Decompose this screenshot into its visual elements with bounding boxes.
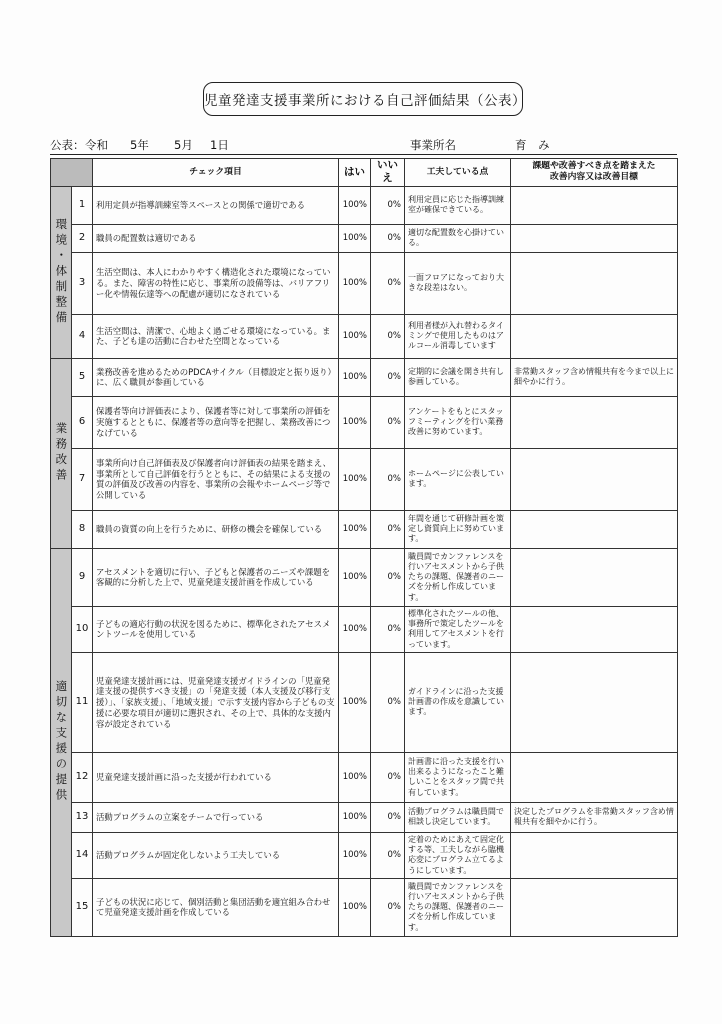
row-check-item: 職員の配置数は適切である (93, 224, 339, 252)
row-check-item: 子どもの適応行動の状況を図るために、標準化されたアセスメントツールを使用している (93, 606, 339, 652)
row-no-percent: 0% (371, 448, 405, 510)
row-yes-percent: 100% (339, 878, 371, 936)
table-row (51, 510, 678, 548)
row-improvement: 決定したプログラムを非常勤スタッフ含め情報共有を細やかに行う。 (511, 802, 678, 832)
row-number: 9 (72, 548, 93, 606)
row-effort: 職員間でカンファレンスを行いアセスメントから子供たちの課題、保護者のニーズを分析し作成しています。 (405, 878, 511, 936)
table-row (51, 652, 678, 752)
table-row (51, 314, 678, 358)
row-no-percent: 0% (371, 752, 405, 802)
row-effort: 適切な配置数を心掛けている。 (405, 224, 511, 252)
row-check-item: 事業所向け自己評価表及び保護者向け評価表の結果を踏まえ、事業所として自己評価を行うとともに、その結果による支援の質の評価及び改善の内容を、事業所の会報やホームページ等で公開している (93, 448, 339, 510)
row-check-item: 生活空間は、本人にわかりやすく構造化された環境になっている。また、障害の特性に応じ、事業所の設備等は、バリアフリー化や情報伝達等への配慮が適切になされている (93, 252, 339, 314)
table-row (51, 448, 678, 510)
document-title: 児童発達支援事業所における自己評価結果（公表） (203, 82, 523, 116)
row-effort: ホームページに公表しています。 (405, 448, 511, 510)
row-effort: 計画書に沿った支援を行い出来るようになったこと難しいことをスタッフ間で共有しています。 (405, 752, 511, 802)
row-effort: 定着のためにあえて固定化する等、工夫しながら臨機応変にプログラム立てるようにしています。 (405, 832, 511, 878)
row-number: 2 (72, 224, 93, 252)
row-number: 10 (72, 606, 93, 652)
row-yes-percent: 100% (339, 832, 371, 878)
header-check-item: チェック項目 (93, 159, 339, 187)
table-row (51, 358, 678, 396)
evaluation-table (50, 158, 678, 937)
category-environment: 環境・体制整備 (51, 186, 72, 358)
row-no-percent: 0% (371, 314, 405, 358)
header-no: いいえ (371, 159, 405, 187)
row-yes-percent: 100% (339, 314, 371, 358)
row-improvement (511, 652, 678, 752)
row-improvement (511, 314, 678, 358)
header-issues (511, 159, 678, 187)
row-check-item: 活動プログラムの立案をチームで行っている (93, 802, 339, 832)
row-improvement (511, 186, 678, 224)
table-row (51, 878, 678, 936)
row-effort: 年間を通じて研修計画を策定し資質向上に努めています。 (405, 510, 511, 548)
row-number: 8 (72, 510, 93, 548)
row-effort: 活動プログラムは職員間で相談し決定しています。 (405, 802, 511, 832)
row-no-percent: 0% (371, 510, 405, 548)
row-improvement (511, 606, 678, 652)
row-improvement (511, 396, 678, 448)
row-yes-percent: 100% (339, 652, 371, 752)
row-effort: 利用者様が入れ替わるタイミングで使用したものはアルコール消毒しています (405, 314, 511, 358)
table-row (51, 224, 678, 252)
row-improvement (511, 832, 678, 878)
row-number: 14 (72, 832, 93, 878)
row-no-percent: 0% (371, 878, 405, 936)
row-improvement (511, 224, 678, 252)
row-number: 6 (72, 396, 93, 448)
row-check-item: 利用定員が指導訓練室等スペースとの関係で適切である (93, 186, 339, 224)
row-number: 5 (72, 358, 93, 396)
row-check-item: 子どもの状況に応じて、個別活動と集団活動を適宜組み合わせて児童発達支援計画を作成している (93, 878, 339, 936)
row-no-percent: 0% (371, 606, 405, 652)
row-yes-percent: 100% (339, 186, 371, 224)
row-number: 15 (72, 878, 93, 936)
row-yes-percent: 100% (339, 396, 371, 448)
table-row (51, 832, 678, 878)
header-issues-line2: 改善内容又は改善目標 (550, 172, 638, 183)
row-improvement (511, 252, 678, 314)
row-effort: 利用定員に応じた指導訓練室が確保できている。 (405, 186, 511, 224)
row-effort: 定期的に会議を開き共有し参画している。 (405, 358, 511, 396)
table-row (51, 802, 678, 832)
row-yes-percent: 100% (339, 448, 371, 510)
row-number: 11 (72, 652, 93, 752)
row-effort: 標準化されたツールの他、事務所で策定したツールを利用してアセスメントを行っています。 (405, 606, 511, 652)
table-row (51, 752, 678, 802)
row-check-item: 児童発達支援計画に沿った支援が行われている (93, 752, 339, 802)
row-no-percent: 0% (371, 186, 405, 224)
row-yes-percent: 100% (339, 606, 371, 652)
row-number: 13 (72, 802, 93, 832)
row-yes-percent: 100% (339, 252, 371, 314)
publication-label: 公表： (50, 138, 85, 152)
header-yes: はい (339, 159, 371, 187)
row-no-percent: 0% (371, 252, 405, 314)
row-check-item: 児童発達支援計画には、児童発達支援ガイドラインの「児童発達支援の提供すべき支援」の「発達支援（本人支援及び移行支援）」、「家族支援」、「地域支援」で示す支援内容から子どもの支援に必要な項目が適切に選択され、その上で、具体的な支援内容が設定されている (93, 652, 339, 752)
table-row (51, 186, 678, 224)
row-check-item: 活動プログラムが固定化しないよう工夫している (93, 832, 339, 878)
row-check-item: 保護者等向け評価表により、保護者等に対して事業所の評価を実施するとともに、保護者等の意向等を把握し、業務改善につなげている (93, 396, 339, 448)
business-label: 事業所名 (410, 138, 456, 152)
row-effort: ガイドラインに沿った支援計画書の作成を意識しています。 (405, 652, 511, 752)
row-improvement (511, 510, 678, 548)
publication-year: 5年 (130, 138, 149, 152)
row-improvement (511, 752, 678, 802)
row-yes-percent: 100% (339, 802, 371, 832)
row-number: 3 (72, 252, 93, 314)
row-no-percent: 0% (371, 224, 405, 252)
row-yes-percent: 100% (339, 752, 371, 802)
table-row (51, 548, 678, 606)
row-check-item: 職員の資質の向上を行うために、研修の機会を確保している (93, 510, 339, 548)
publication-day: 1日 (210, 138, 229, 152)
publication-month: 5月 (174, 138, 193, 152)
table-row (51, 252, 678, 314)
row-no-percent: 0% (371, 396, 405, 448)
row-number: 1 (72, 186, 93, 224)
business-name: 育 み (515, 138, 550, 152)
row-yes-percent: 100% (339, 548, 371, 606)
row-improvement: 非常勤スタッフ含め情報共有を今まで以上に細やかに行う。 (511, 358, 678, 396)
row-improvement (511, 548, 678, 606)
header-corner (51, 159, 93, 187)
row-no-percent: 0% (371, 802, 405, 832)
table-row (51, 396, 678, 448)
row-effort: 一面フロアになっており大きな段差はない。 (405, 252, 511, 314)
row-yes-percent: 100% (339, 510, 371, 548)
publication-era: 令和 (85, 138, 108, 152)
row-yes-percent: 100% (339, 358, 371, 396)
row-no-percent: 0% (371, 548, 405, 606)
header-issues-line1: 課題や改善すべき点を踏まえた (532, 161, 656, 172)
row-no-percent: 0% (371, 358, 405, 396)
row-check-item: アセスメントを適切に行い、子どもと保護者のニーズや課題を客観的に分析した上で、児童発達支援計画を作成している (93, 548, 339, 606)
row-no-percent: 0% (371, 832, 405, 878)
category-appropriate-support: 適切な支援の提供 (51, 548, 72, 936)
publication-row (50, 137, 677, 155)
row-number: 12 (72, 752, 93, 802)
row-improvement (511, 448, 678, 510)
header-effort: 工夫している点 (405, 159, 511, 187)
row-improvement (511, 878, 678, 936)
table-header-row (51, 159, 678, 187)
row-check-item: 生活空間は、清潔で、心地よく過ごせる環境になっている。また、子ども達の活動に合わせた空間となっている (93, 314, 339, 358)
row-effort: アンケートをもとにスタッフミーティングを行い業務改善に努めています。 (405, 396, 511, 448)
table-row (51, 606, 678, 652)
row-number: 4 (72, 314, 93, 358)
row-check-item: 業務改善を進めるためのPDCAサイクル（目標設定と振り返り）に、広く職員が参画している (93, 358, 339, 396)
row-number: 7 (72, 448, 93, 510)
row-yes-percent: 100% (339, 224, 371, 252)
row-no-percent: 0% (371, 652, 405, 752)
row-effort: 職員間でカンファレンスを行いアセスメントから子供たちの課題、保護者のニーズを分析し作成しています。 (405, 548, 511, 606)
category-business-improvement: 業務改善 (51, 358, 72, 548)
